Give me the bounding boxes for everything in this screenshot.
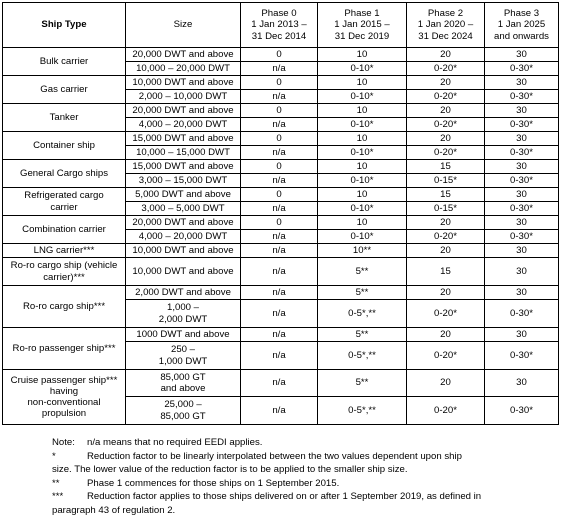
phase-2-cell: 15	[407, 258, 485, 286]
note-continuation: size. The lower value of the reduction factor is to be applied to the smaller ship size.	[52, 464, 408, 476]
ship-type-cell	[3, 76, 126, 104]
phase-2-cell: 20	[407, 216, 485, 230]
size-cell	[126, 188, 241, 202]
phase-3-cell: 30	[485, 244, 559, 258]
size-cell	[126, 286, 241, 300]
phase-2-cell: 0-20*	[407, 342, 485, 370]
ship-type-line: Ro-ro cargo ship (vehicle	[10, 260, 118, 272]
size-line: 2,000 – 10,000 DWT	[138, 90, 228, 102]
phase-0-cell: n/a	[241, 300, 318, 328]
phase-2-cell: 0-20*	[407, 90, 485, 104]
size-line: 2,000 DWT and above	[135, 286, 231, 298]
ship-type-cell	[3, 104, 126, 132]
size-line: 25,000 –	[164, 399, 202, 411]
phase-3-cell: 30	[485, 104, 559, 118]
size-cell	[126, 342, 241, 370]
phase-0-cell: n/a	[241, 90, 318, 104]
size-line: 250 –	[170, 344, 195, 356]
size-cell	[126, 370, 241, 397]
phase-3-cell: 30	[485, 76, 559, 90]
table-row	[3, 160, 559, 174]
ship-type-cell	[3, 216, 126, 244]
phase-0-cell: 0	[241, 160, 318, 174]
table-body	[3, 48, 559, 425]
phase-0-cell: n/a	[241, 286, 318, 300]
size-cell	[126, 300, 241, 328]
phase-3-cell: 0-30*	[485, 342, 559, 370]
ship-type-line: Gas carrier	[40, 83, 88, 95]
note-item	[52, 436, 558, 450]
ship-type-cell	[3, 244, 126, 258]
note-item	[52, 490, 558, 504]
phase-2-cell: 0-20*	[407, 300, 485, 328]
phase-2-cell: 0-15*	[407, 202, 485, 216]
phase-2-cell: 20	[407, 244, 485, 258]
phase-2-cell: 20	[407, 286, 485, 300]
size-line: 15,000 DWT and above	[132, 132, 234, 144]
size-line: 2,000 DWT	[158, 313, 208, 325]
phase-0-cell: n/a	[241, 328, 318, 342]
table-row	[3, 370, 559, 397]
note-text: Reduction factor to be linearly interpolated between the two values dependent upon ship	[87, 450, 462, 462]
ship-type-line: carrier)***	[43, 271, 85, 283]
phase-1-cell: 0-10*	[318, 202, 407, 216]
phase-3-cell: 30	[485, 328, 559, 342]
phase-1-cell: 0-5*,**	[318, 300, 407, 328]
phase-3-cell: 0-30*	[485, 202, 559, 216]
phase-1-cell: 10	[318, 76, 407, 90]
note-marker: ***	[52, 491, 64, 503]
phase-1-cell: 0-10*	[318, 90, 407, 104]
size-cell	[126, 397, 241, 425]
phase-0-cell: n/a	[241, 230, 318, 244]
note-marker: Note:	[52, 437, 75, 448]
table-row	[3, 286, 559, 300]
table-row	[3, 132, 559, 146]
phase-1-cell: 0-10*	[318, 230, 407, 244]
size-line: 85,000 GT	[160, 410, 206, 422]
phase-2-cell: 20	[407, 328, 485, 342]
phase-0-cell: n/a	[241, 146, 318, 160]
ship-type-line: Ro-ro passenger ship***	[12, 342, 116, 354]
size-cell	[126, 62, 241, 76]
header-phase-1-line: 1 Jan 2015 –	[334, 19, 390, 31]
ship-type-cell	[3, 286, 126, 328]
phase-0-cell: 0	[241, 216, 318, 230]
ship-type-line: Refrigerated cargo	[24, 190, 104, 202]
phase-3-cell: 30	[485, 216, 559, 230]
phase-1-cell: 5**	[318, 370, 407, 397]
size-line: 3,000 – 15,000 DWT	[138, 174, 228, 186]
phase-2-cell: 20	[407, 48, 485, 62]
size-line: 3,000 – 5,000 DWT	[141, 202, 225, 214]
ship-type-cell	[3, 48, 126, 76]
header-phase-2-line: 1 Jan 2020 –	[417, 19, 474, 31]
size-cell	[126, 90, 241, 104]
phase-2-cell: 20	[407, 132, 485, 146]
note-marker: *	[52, 450, 56, 462]
header-phase-3-line: Phase 3	[503, 8, 540, 20]
header-ship-type: Ship Type	[3, 3, 126, 48]
ship-type-line: Tanker	[49, 111, 79, 123]
header-size: Size	[126, 3, 241, 48]
phase-3-cell: 30	[485, 370, 559, 397]
phase-1-cell: 0-10*	[318, 146, 407, 160]
table-row	[3, 188, 559, 202]
note-text: Reduction factor applies to those ships delivered on or after 1 September 2019, as defined in	[87, 491, 482, 503]
phase-1-cell: 5**	[318, 286, 407, 300]
phase-3-cell: 0-30*	[485, 90, 559, 104]
size-cell	[126, 76, 241, 90]
table-row	[3, 48, 559, 62]
phase-3-cell: 0-30*	[485, 118, 559, 132]
phase-3-cell: 0-30*	[485, 300, 559, 328]
ship-type-line: LNG carrier***	[33, 244, 95, 256]
table-header-row	[3, 3, 559, 48]
note-continuation: paragraph 43 of regulation 2.	[52, 504, 176, 516]
size-line: 4,000 – 20,000 DWT	[138, 230, 228, 242]
phase-1-cell: 10	[318, 104, 407, 118]
phase-0-cell: 0	[241, 104, 318, 118]
size-line: 20,000 DWT and above	[132, 216, 234, 228]
phase-2-cell: 0-20*	[407, 230, 485, 244]
phase-2-cell: 0-20*	[407, 397, 485, 425]
note-text: n/a means that no required EEDI applies.	[87, 437, 263, 448]
phase-0-cell: n/a	[241, 174, 318, 188]
size-line: 15,000 DWT and above	[132, 160, 234, 172]
phase-2-cell: 15	[407, 160, 485, 174]
phase-3-cell: 30	[485, 48, 559, 62]
note-item	[52, 450, 558, 464]
size-cell	[126, 244, 241, 258]
phase-3-cell: 0-30*	[485, 397, 559, 425]
phase-3-cell: 30	[485, 160, 559, 174]
header-phase-1-line: Phase 1	[344, 8, 380, 20]
phase-3-cell: 0-30*	[485, 62, 559, 76]
phase-3-cell: 0-30*	[485, 174, 559, 188]
phase-3-cell: 0-30*	[485, 230, 559, 244]
phase-0-cell: 0	[241, 48, 318, 62]
phase-3-cell: 30	[485, 132, 559, 146]
size-cell	[126, 202, 241, 216]
table-row	[3, 216, 559, 230]
phase-1-cell: 10	[318, 188, 407, 202]
size-line: 85,000 GT	[160, 371, 206, 383]
ship-type-cell	[3, 328, 126, 370]
ship-type-line: propulsion	[41, 408, 87, 420]
phase-0-cell: n/a	[241, 244, 318, 258]
table-row	[3, 76, 559, 90]
ship-type-line: Ro-ro cargo ship***	[22, 300, 106, 312]
ship-type-line: General Cargo ships	[20, 167, 108, 179]
size-line: 10,000 DWT and above	[132, 76, 234, 88]
size-cell	[126, 258, 241, 286]
size-line: 10,000 – 15,000 DWT	[136, 146, 230, 158]
ship-type-cell	[3, 160, 126, 188]
phase-2-cell: 20	[407, 370, 485, 397]
size-cell	[126, 48, 241, 62]
phase-1-cell: 0-10*	[318, 62, 407, 76]
phase-0-cell: n/a	[241, 370, 318, 397]
note-marker: **	[52, 477, 60, 489]
phase-1-cell: 10	[318, 216, 407, 230]
phase-1-cell: 10	[318, 160, 407, 174]
ship-type-cell	[3, 258, 126, 286]
ship-type-line: having	[49, 385, 79, 397]
phase-0-cell: n/a	[241, 258, 318, 286]
size-line: 1000 DWT and above	[136, 328, 230, 340]
ship-type-line: Container ship	[33, 139, 95, 151]
phase-2-cell: 0-20*	[407, 146, 485, 160]
phase-1-cell: 10	[318, 48, 407, 62]
size-cell	[126, 160, 241, 174]
size-cell	[126, 230, 241, 244]
phase-1-cell: 10**	[318, 244, 407, 258]
phase-2-cell: 15	[407, 188, 485, 202]
header-phase-0	[241, 3, 318, 48]
phase-0-cell: 0	[241, 132, 318, 146]
size-line: 20,000 DWT and above	[132, 104, 234, 116]
size-line: 10,000 – 20,000 DWT	[136, 62, 230, 74]
phase-2-cell: 20	[407, 104, 485, 118]
header-phase-1	[318, 3, 407, 48]
phase-0-cell: n/a	[241, 397, 318, 425]
size-line: 5,000 DWT and above	[135, 188, 231, 200]
phase-0-cell: n/a	[241, 342, 318, 370]
eedi-reduction-table	[2, 2, 559, 425]
phase-1-cell: 10	[318, 132, 407, 146]
phase-3-cell: 30	[485, 258, 559, 286]
table-row	[3, 328, 559, 342]
phase-2-cell: 0-20*	[407, 118, 485, 132]
size-line: 1,000 –	[166, 302, 199, 314]
ship-type-line: Combination carrier	[22, 223, 106, 235]
size-line: and above	[160, 383, 206, 394]
phase-0-cell: 0	[241, 76, 318, 90]
header-phase-2-line: Phase 2	[427, 8, 464, 20]
size-line: 20,000 DWT and above	[132, 48, 234, 60]
table-row	[3, 104, 559, 118]
ship-type-cell	[3, 132, 126, 160]
ship-type-line: non-conventional	[27, 397, 101, 408]
size-cell	[126, 174, 241, 188]
header-phase-3	[485, 3, 559, 48]
table-row	[3, 244, 559, 258]
size-cell	[126, 118, 241, 132]
size-cell	[126, 146, 241, 160]
phase-3-cell: 0-30*	[485, 146, 559, 160]
header-phase-2	[407, 3, 485, 48]
size-line: 4,000 – 20,000 DWT	[138, 118, 228, 130]
size-cell	[126, 328, 241, 342]
size-cell	[126, 216, 241, 230]
note-item	[52, 477, 558, 491]
header-phase-1-line: 31 Dec 2019	[334, 30, 390, 42]
phase-3-cell: 30	[485, 286, 559, 300]
phase-3-cell: 30	[485, 188, 559, 202]
note-text: Phase 1 commences for those ships on 1 September 2015.	[87, 477, 340, 489]
phase-1-cell: 0-5*,**	[318, 342, 407, 370]
size-cell	[126, 132, 241, 146]
phase-1-cell: 0-10*	[318, 174, 407, 188]
phase-1-cell: 5**	[318, 328, 407, 342]
ship-type-line: Bulk carrier	[39, 55, 89, 67]
phase-0-cell: n/a	[241, 202, 318, 216]
header-phase-3-line: and onwards	[494, 30, 549, 42]
phase-2-cell: 0-15*	[407, 174, 485, 188]
size-line: 1,000 DWT	[158, 355, 208, 367]
phase-0-cell: 0	[241, 188, 318, 202]
ship-type-cell	[3, 370, 126, 425]
size-line: 10,000 DWT and above	[132, 244, 234, 256]
header-phase-3-line: 1 Jan 2025	[497, 19, 546, 31]
size-cell	[126, 104, 241, 118]
phase-2-cell: 20	[407, 76, 485, 90]
phase-1-cell: 0-10*	[318, 118, 407, 132]
header-phase-0-line: 31 Dec 2014	[251, 30, 307, 42]
phase-1-cell: 5**	[318, 258, 407, 286]
phase-0-cell: n/a	[241, 62, 318, 76]
ship-type-line: carrier	[50, 201, 78, 213]
header-phase-0-line: Phase 0	[261, 8, 297, 20]
ship-type-cell	[3, 188, 126, 216]
table-row	[3, 258, 559, 286]
header-phase-2-line: 31 Dec 2024	[418, 30, 473, 42]
header-phase-0-line: 1 Jan 2013 –	[251, 19, 307, 31]
phase-0-cell: n/a	[241, 118, 318, 132]
ship-type-line: Cruise passenger ship***	[10, 374, 118, 386]
phase-1-cell: 0-5*,**	[318, 397, 407, 425]
table-notes	[52, 436, 558, 518]
phase-2-cell: 0-20*	[407, 62, 485, 76]
size-line: 10,000 DWT and above	[132, 265, 234, 277]
